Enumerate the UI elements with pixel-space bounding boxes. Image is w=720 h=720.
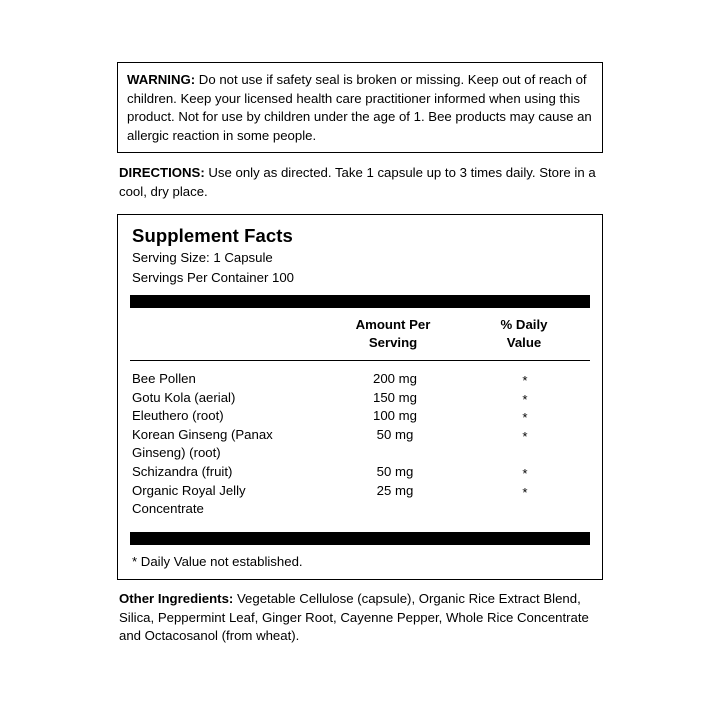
ingredient-dv-cont [460, 444, 590, 448]
amount-header-line2: Serving [368, 335, 418, 351]
ingredient-name: Eleuthero (root) [132, 408, 224, 424]
table-row [130, 426, 590, 445]
ingredient-dv: * [522, 428, 528, 444]
ingredient-amount: 25 mg [376, 482, 414, 498]
dv-header-line2: Value [506, 335, 542, 351]
other-ingredients-section [117, 590, 603, 646]
daily-value-footnote: * Daily Value not established. [132, 553, 303, 569]
serving-size: Serving Size: 1 Capsule [132, 249, 273, 265]
directions-section [117, 164, 603, 201]
header-spacer [130, 316, 328, 353]
column-headers [130, 308, 590, 360]
amount-header-line1: Amount Per [355, 316, 431, 332]
ingredient-name: Gotu Kola (aerial) [132, 389, 236, 405]
table-row-continuation [130, 500, 590, 519]
other-ingredients-label: Other Ingredients: [119, 591, 234, 607]
ingredient-amount: 50 mg [376, 463, 414, 479]
ingredient-name: Organic Royal Jelly [132, 482, 246, 498]
table-row [130, 389, 590, 408]
directions-body: Use only as directed. Take 1 capsule up to 3 times daily. Store in a cool, dry place. [119, 165, 596, 199]
ingredient-name: Bee Pollen [132, 370, 196, 386]
ingredient-dv: * [522, 484, 528, 500]
ingredient-amount: 100 mg [373, 408, 417, 424]
warning-label: WARNING: [127, 72, 196, 87]
ingredient-amount: 200 mg [373, 370, 417, 386]
supplement-facts-title: Supplement Facts [132, 224, 293, 246]
ingredient-amount: 50 mg [376, 426, 414, 442]
ingredient-rows [130, 361, 590, 526]
warning-body: Do not use if safety seal is broken or missing. Keep out of reach of children. Keep your licensed health care practitioner informed when using this product. Not for use by children under the age of 1. Bee products may cause an allergic reaction in some people. [127, 72, 592, 143]
dv-header-line1: % Daily [500, 316, 548, 332]
supplement-facts-panel [117, 214, 603, 581]
ingredient-name-cont: Concentrate [132, 501, 204, 517]
ingredient-dv: * [522, 410, 528, 426]
ingredient-name: Schizandra (fruit) [132, 463, 233, 479]
other-ingredients-body: Vegetable Cellulose (capsule), Organic Rice Extract Blend, Silica, Peppermint Leaf, Ginger Root, Cayenne Pepper, Whole Rice Concentrate and Octacosanol (from wheat). [119, 591, 589, 644]
table-row [130, 482, 590, 501]
directions-label: DIRECTIONS: [119, 165, 205, 181]
footer-bar [130, 532, 590, 545]
ingredient-dv-cont [460, 500, 590, 504]
servings-per-container: Servings Per Container 100 [132, 270, 295, 286]
table-row [130, 463, 590, 482]
ingredient-dv: * [522, 372, 528, 388]
ingredient-dv: * [522, 391, 528, 407]
table-row [130, 370, 590, 389]
header-bar-top [130, 295, 590, 308]
ingredient-amount: 150 mg [373, 389, 417, 405]
warning-text [127, 71, 593, 145]
ingredient-dv: * [522, 465, 528, 481]
amount-per-serving-header [328, 316, 458, 353]
table-row-continuation [130, 444, 590, 463]
daily-value-header [458, 316, 590, 353]
label-content [117, 62, 603, 646]
warning-box [117, 62, 603, 153]
table-row [130, 407, 590, 426]
ingredient-name: Korean Ginseng (Panax [132, 426, 273, 442]
ingredient-name-cont: Ginseng) (root) [132, 445, 221, 461]
